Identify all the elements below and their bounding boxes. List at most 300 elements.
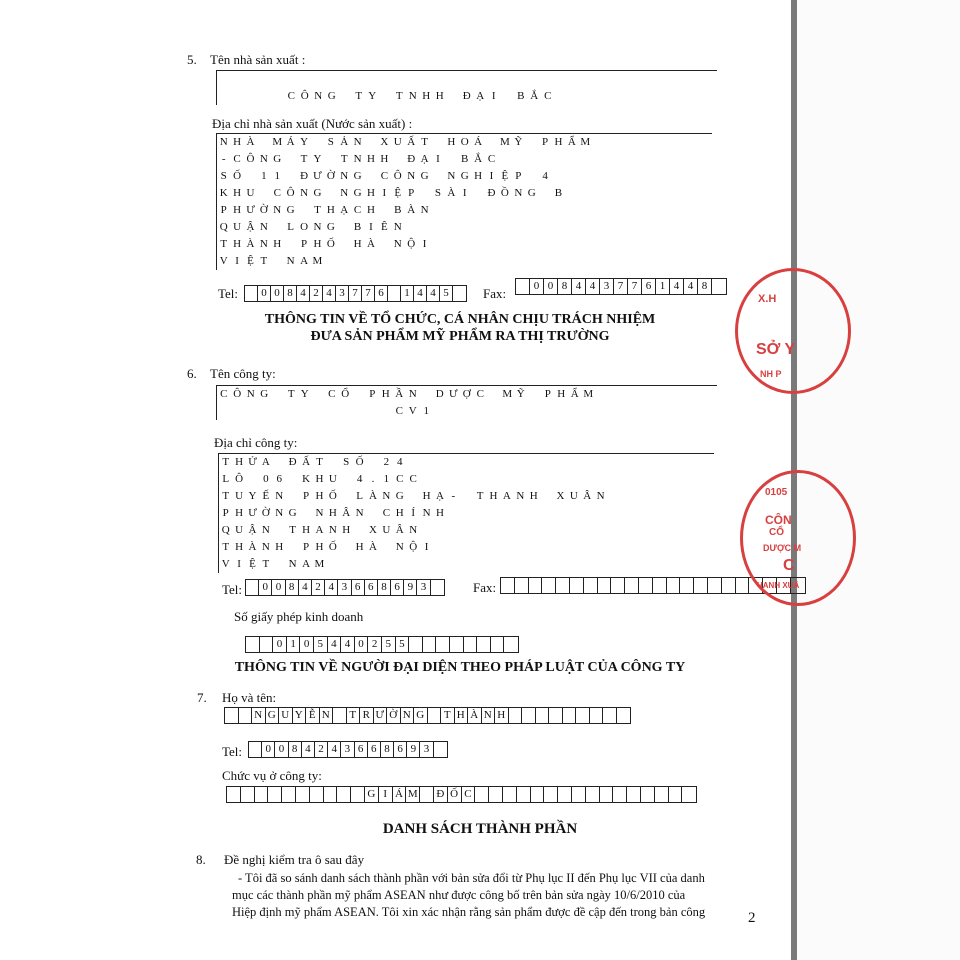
grid-cell: I <box>369 221 373 233</box>
grid-cell: G <box>353 170 362 182</box>
grid-cell <box>512 151 525 168</box>
grid-cell: I <box>237 558 241 570</box>
grid-cell: L <box>222 473 230 485</box>
grid-cell <box>460 471 473 488</box>
grid-cell: M <box>583 388 594 400</box>
grid-cell: H <box>489 490 498 502</box>
grid-cell: V <box>408 405 417 417</box>
grid-cell <box>273 454 286 471</box>
grid-cell: 6 <box>276 473 282 485</box>
box-cell <box>542 578 556 593</box>
grid-cell <box>231 403 245 420</box>
box-cell: 9 <box>404 580 417 595</box>
grid-cell <box>605 185 618 202</box>
grid-cell <box>619 202 632 219</box>
grid-cell: C <box>476 388 484 400</box>
grid-cell <box>690 88 704 105</box>
s8-number: 8. <box>196 852 206 867</box>
box-cell: 4 <box>325 580 338 595</box>
grid-cell: G <box>420 170 429 182</box>
grid-cell: N <box>315 507 324 519</box>
s6-tel-label: Tel: <box>222 582 243 597</box>
grid-cell <box>659 168 672 185</box>
grid-cell <box>431 168 444 185</box>
grid-cell <box>659 185 672 202</box>
box-cell <box>509 708 523 723</box>
grid-cell <box>565 253 578 270</box>
grid-cell <box>285 71 299 88</box>
grid-cell: S <box>327 136 334 148</box>
grid-cell <box>364 134 377 151</box>
grid-cell <box>661 505 674 522</box>
grid-cell <box>676 71 690 88</box>
grid-cell: U <box>328 473 337 485</box>
grid-cell: P <box>515 170 522 182</box>
grid-cell <box>661 471 674 488</box>
grid-cell: H <box>342 524 351 536</box>
grid-cell <box>514 505 527 522</box>
grid-cell <box>648 454 661 471</box>
grid-cell: I <box>422 238 427 250</box>
grid-cell <box>500 505 513 522</box>
grid-cell <box>498 253 511 270</box>
box-cell: 4 <box>341 637 355 652</box>
grid-cell <box>498 202 511 219</box>
grid-cell <box>676 403 690 420</box>
box-cell: Ờ <box>387 708 401 723</box>
grid-cell: Ư <box>246 204 255 216</box>
box-cell: N <box>482 708 496 723</box>
grid-cell: G <box>273 153 282 165</box>
box-cell: 0 <box>258 286 271 301</box>
box-cell: N <box>401 708 415 723</box>
grid-cell <box>688 454 701 471</box>
grid-cell <box>646 236 659 253</box>
grid-cell <box>258 88 272 105</box>
grid-cell <box>460 539 473 556</box>
grid-cell <box>605 151 618 168</box>
grid-cell: M <box>312 255 323 267</box>
grid-cell: P <box>369 388 376 400</box>
red-stamp-bottom <box>740 470 856 606</box>
grid-cell <box>378 236 391 253</box>
grid-cell <box>579 236 592 253</box>
grid-cell <box>487 505 500 522</box>
grid-cell <box>659 134 672 151</box>
grid-cell: N <box>259 153 268 165</box>
box-cell <box>434 742 447 757</box>
grid-cell <box>460 522 473 539</box>
grid-cell <box>527 471 540 488</box>
grid-cell <box>244 71 258 88</box>
grid-cell: Ệ <box>501 170 509 182</box>
grid-cell <box>485 134 498 151</box>
grid-cell <box>458 236 471 253</box>
grid-cell: A <box>502 490 511 502</box>
grid-cell <box>605 134 618 151</box>
grid-cell <box>555 71 569 88</box>
box-cell: 0 <box>530 279 544 294</box>
box-cell: 0 <box>355 637 369 652</box>
grid-cell: À <box>246 136 255 148</box>
grid-cell <box>688 471 701 488</box>
grid-cell: T <box>287 388 295 400</box>
grid-cell <box>605 168 618 185</box>
grid-cell <box>552 151 565 168</box>
grid-cell <box>538 219 551 236</box>
grid-cell: C <box>487 153 496 165</box>
stamp2-text-2: CÔN <box>765 513 792 527</box>
grid-cell: À <box>369 490 377 502</box>
grid-cell <box>554 556 567 573</box>
s7-position-label: Chức vụ ở công ty: <box>222 768 322 783</box>
box-cell: 4 <box>572 279 586 294</box>
grid-cell <box>514 522 527 539</box>
grid-cell <box>659 151 672 168</box>
grid-cell: L <box>356 490 363 502</box>
grid-cell <box>672 202 685 219</box>
grid-cell: N <box>409 524 418 536</box>
grid-cell <box>340 471 353 488</box>
grid-cell <box>567 505 580 522</box>
grid-cell <box>701 522 714 539</box>
box-cell: R <box>360 708 374 723</box>
grid-cell: U <box>235 524 244 536</box>
grid-cell <box>554 505 567 522</box>
grid-cell <box>540 454 553 471</box>
grid-cell: Â <box>342 507 351 519</box>
grid-cell <box>474 71 488 88</box>
box-cell: G <box>365 787 379 802</box>
heading-legal-rep: THÔNG TIN VỀ NGƯỜI ĐẠI DIỆN THEO PHÁP LUẬT CỦA CÔNG TY <box>234 660 686 675</box>
grid-cell <box>701 488 714 505</box>
grid-cell <box>286 471 299 488</box>
grid-cell: T <box>395 90 403 102</box>
grid-cell: N <box>408 90 417 102</box>
grid-cell: C <box>220 388 228 400</box>
grid-cell <box>594 454 607 471</box>
grid-cell <box>431 134 444 151</box>
box-cell: 8 <box>558 279 572 294</box>
grid-cell <box>554 471 567 488</box>
grid-cell <box>473 505 486 522</box>
grid-cell <box>648 539 661 556</box>
grid-cell <box>688 488 701 505</box>
grid-cell <box>592 185 605 202</box>
box-cell: 8 <box>284 286 297 301</box>
grid-cell: H <box>422 90 431 102</box>
grid-cell <box>581 454 594 471</box>
grid-cell: H <box>557 388 566 400</box>
grid-cell <box>273 522 286 539</box>
grid-cell: I <box>424 541 429 553</box>
grid-cell <box>351 253 364 270</box>
grid-cell <box>609 71 623 88</box>
grid-cell: N <box>246 388 255 400</box>
box-cell <box>491 637 505 652</box>
grid-cell: N <box>340 170 349 182</box>
s6-fax-label: Fax: <box>473 580 497 595</box>
grid-cell <box>217 88 231 105</box>
box-cell <box>613 787 627 802</box>
grid-cell <box>592 219 605 236</box>
grid-cell <box>447 505 460 522</box>
grid-cell <box>594 505 607 522</box>
grid-cell <box>649 88 663 105</box>
grid-cell: T <box>222 456 230 468</box>
grid-cell <box>514 403 528 420</box>
grid-cell <box>646 202 659 219</box>
grid-cell <box>636 386 650 403</box>
grid-cell <box>661 539 674 556</box>
grid-cell: G <box>527 187 536 199</box>
grid-cell: À <box>369 541 377 553</box>
grid-cell: 4 <box>542 170 548 182</box>
grid-cell <box>406 488 419 505</box>
grid-cell <box>634 471 647 488</box>
grid-cell: C <box>544 90 552 102</box>
grid-cell <box>634 556 647 573</box>
grid-cell <box>636 88 650 105</box>
heading-ingredients: DANH SÁCH THÀNH PHẦN <box>382 821 578 837</box>
grid-cell: Ợ <box>462 388 471 400</box>
grid-cell <box>271 253 284 270</box>
box-cell: 6 <box>375 286 388 301</box>
grid-cell <box>581 505 594 522</box>
grid-cell <box>605 236 618 253</box>
grid-cell <box>648 471 661 488</box>
grid-cell <box>592 253 605 270</box>
grid-cell <box>663 403 677 420</box>
grid-cell: C <box>409 473 417 485</box>
grid-cell: C <box>396 473 404 485</box>
grid-cell <box>663 71 677 88</box>
grid-cell: T <box>262 558 270 570</box>
box-cell <box>477 637 491 652</box>
box-cell <box>260 637 274 652</box>
grid-cell: D <box>435 388 444 400</box>
grid-cell <box>527 454 540 471</box>
grid-cell: N <box>353 153 362 165</box>
grid-cell <box>621 505 634 522</box>
box-cell <box>639 578 653 593</box>
box-cell: 3 <box>336 286 349 301</box>
box-cell <box>517 787 531 802</box>
grid-cell: Ệ <box>247 255 254 267</box>
grid-cell: Đ <box>407 153 416 165</box>
grid-cell: Ố <box>233 170 242 182</box>
grid-cell <box>674 454 687 471</box>
grid-cell: K <box>219 187 228 199</box>
grid-cell: H <box>233 204 242 216</box>
grid-cell <box>471 202 484 219</box>
box-cell: 1 <box>287 637 301 652</box>
grid-cell <box>445 151 458 168</box>
grid-cell <box>447 88 461 105</box>
grid-cell <box>565 202 578 219</box>
grid-cell: Ư <box>448 388 458 400</box>
grid-cell: Y <box>248 490 257 502</box>
grid-cell <box>540 471 553 488</box>
grid-cell <box>404 219 417 236</box>
grid-cell <box>634 454 647 471</box>
grid-cell: H <box>355 541 364 553</box>
grid-cell: Ờ <box>261 507 270 519</box>
box-cell <box>475 787 489 802</box>
grid-cell <box>418 219 431 236</box>
box-cell: T <box>441 708 455 723</box>
box-cell <box>351 787 365 802</box>
box-cell: Ễ <box>306 708 320 723</box>
box-cell: I <box>379 787 393 802</box>
grid-cell <box>500 454 513 471</box>
grid-cell: C <box>395 405 403 417</box>
grid-cell <box>433 539 446 556</box>
grid-cell <box>659 219 672 236</box>
box-cell: À <box>468 708 482 723</box>
grid-cell <box>298 403 312 420</box>
stamp1-text-1: X.H <box>758 293 777 305</box>
grid-cell <box>364 168 377 185</box>
grid-cell <box>567 556 580 573</box>
grid-cell <box>433 556 446 573</box>
grid-cell: H <box>233 238 242 250</box>
grid-cell: T <box>314 204 321 216</box>
box-cell: G <box>266 708 280 723</box>
grid-cell: N <box>313 221 322 233</box>
grid-cell: H <box>422 490 431 502</box>
grid-cell <box>512 202 525 219</box>
box-cell: 0 <box>262 742 275 757</box>
s5-tel-boxes <box>244 285 467 302</box>
grid-cell <box>473 454 486 471</box>
grid-cell <box>487 522 500 539</box>
grid-cell <box>703 386 717 403</box>
grid-cell: Ạ <box>420 153 429 165</box>
grid-cell <box>674 488 687 505</box>
s6-address-grid <box>218 453 714 573</box>
grid-cell <box>701 539 714 556</box>
grid-cell: I <box>382 187 387 199</box>
box-cell <box>584 578 598 593</box>
box-cell: Đ <box>434 787 448 802</box>
s8-label: Đề nghị kiểm tra ô sau đây <box>224 852 365 867</box>
grid-cell <box>541 71 555 88</box>
box-cell <box>529 578 543 593</box>
box-cell <box>241 787 255 802</box>
grid-cell <box>595 403 609 420</box>
s8-paragraph-line1: - Tôi đã so sánh danh sách thành phần với bản sửa đổi từ Phụ lục II đến Phụ lục VII của danh <box>238 871 705 885</box>
grid-cell <box>447 71 461 88</box>
grid-cell: N <box>393 238 402 250</box>
grid-cell: Ố <box>328 541 337 553</box>
grid-cell: H <box>328 507 337 519</box>
box-cell <box>423 637 437 652</box>
box-cell: 6 <box>391 580 404 595</box>
grid-cell <box>582 71 596 88</box>
grid-cell <box>605 202 618 219</box>
grid-cell: Y <box>300 388 309 400</box>
grid-cell <box>445 236 458 253</box>
box-cell <box>296 787 310 802</box>
grid-cell <box>621 522 634 539</box>
grid-cell <box>552 219 565 236</box>
grid-cell <box>621 539 634 556</box>
grid-cell <box>648 522 661 539</box>
grid-cell <box>378 202 391 219</box>
grid-cell <box>364 253 377 270</box>
grid-cell: H <box>315 473 324 485</box>
grid-cell <box>514 539 527 556</box>
grid-cell <box>595 88 609 105</box>
grid-cell <box>554 522 567 539</box>
grid-cell: N <box>259 221 268 233</box>
grid-cell: À <box>407 204 416 216</box>
grid-cell <box>552 168 565 185</box>
grid-cell <box>594 539 607 556</box>
grid-cell <box>471 185 484 202</box>
grid-cell: C <box>328 388 336 400</box>
grid-cell <box>231 88 245 105</box>
grid-cell <box>460 403 474 420</box>
grid-cell <box>579 185 592 202</box>
stamp2-text-4: DƯỢC M <box>763 543 802 553</box>
grid-cell <box>487 556 500 573</box>
grid-cell <box>258 71 272 88</box>
grid-cell: N <box>355 507 364 519</box>
grid-cell <box>622 88 636 105</box>
grid-cell: T <box>260 255 268 267</box>
box-cell: N <box>320 708 334 723</box>
grid-cell <box>674 556 687 573</box>
box-cell: Ố <box>448 787 462 802</box>
grid-cell <box>339 403 353 420</box>
grid-cell <box>634 488 647 505</box>
box-cell: 8 <box>698 279 712 294</box>
grid-cell: Ắ <box>474 153 483 165</box>
box-cell <box>694 578 708 593</box>
grid-cell <box>338 236 351 253</box>
grid-cell: P <box>408 187 415 199</box>
grid-cell <box>672 185 685 202</box>
box-cell <box>489 787 503 802</box>
grid-cell <box>592 134 605 151</box>
grid-cell <box>512 219 525 236</box>
grid-cell <box>312 71 326 88</box>
box-cell: U <box>279 708 293 723</box>
grid-cell <box>445 253 458 270</box>
box-cell <box>611 578 625 593</box>
grid-cell <box>621 556 634 573</box>
grid-cell: H <box>353 238 362 250</box>
grid-cell <box>688 505 701 522</box>
grid-cell <box>646 219 659 236</box>
grid-cell <box>688 522 701 539</box>
grid-cell <box>686 151 699 168</box>
grid-cell <box>686 185 699 202</box>
grid-cell: Ấ <box>407 136 416 148</box>
grid-cell: B <box>517 90 525 102</box>
box-cell <box>501 578 515 593</box>
box-cell: H <box>495 708 509 723</box>
box-cell: 6 <box>365 580 378 595</box>
grid-cell: P <box>544 388 551 400</box>
grid-cell <box>458 219 471 236</box>
box-cell: 3 <box>341 742 354 757</box>
grid-cell <box>565 168 578 185</box>
grid-cell <box>674 539 687 556</box>
grid-cell <box>378 253 391 270</box>
